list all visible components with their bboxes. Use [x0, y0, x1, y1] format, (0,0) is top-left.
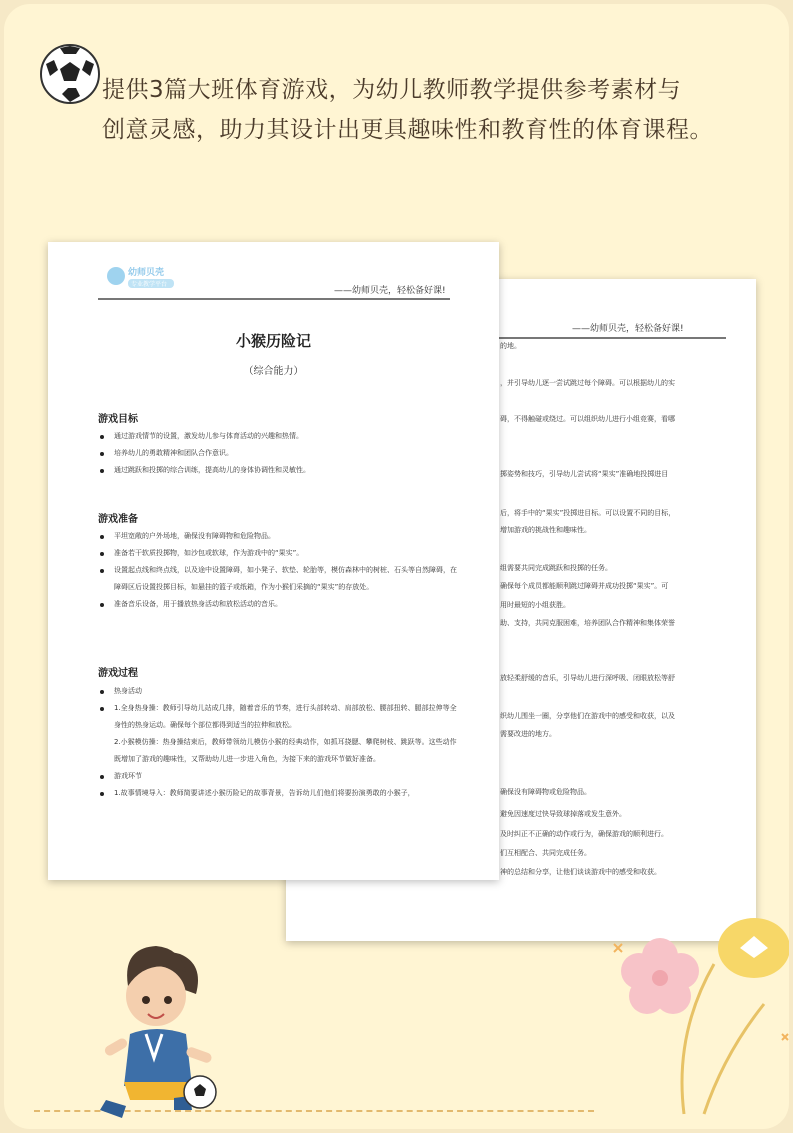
brand-logo: [106, 262, 186, 292]
back-line: 掷姿势和技巧，引导幼儿尝试将“果实”准确地投掷进目: [500, 470, 669, 478]
back-line: 的地。: [500, 342, 521, 350]
front-tagline: ——幼师贝壳，轻松备好课!: [334, 286, 446, 296]
back-line: 增加游戏的挑战性和趣味性。: [500, 526, 591, 534]
svg-text:专业教学平台: 专业教学平台: [131, 281, 168, 288]
front-header-rule: [98, 298, 450, 300]
paragraph: 1.故事情境导入：教师简要讲述小猴历险记的故事背景，告诉幼儿们他们将要扮演勇敢的小猴子，: [114, 789, 415, 797]
warmup-body: [98, 700, 458, 768]
list-item: 热身活动: [98, 683, 458, 700]
section-heading: 游戏目标: [98, 414, 138, 425]
svg-text:幼师贝壳: 幼师贝壳: [128, 268, 165, 278]
banner-line-1: 提供3篇大班体育游戏，为幼儿教师教学提供参考素材与: [102, 77, 682, 103]
back-line: 后，将手中的“果实”投掷进目标。可以设置不同的目标，: [500, 509, 676, 517]
kid-playing-soccer-illustration: [90, 942, 230, 1122]
back-line: 需要改进的地方。: [500, 730, 556, 738]
banner-line-2: 创意灵感，助力其设计出更具趣味性和教育性的体育课程。: [102, 117, 713, 143]
back-line: 碍，不得触碰或绕过。可以组织幼儿进行小组竞赛，看哪: [500, 415, 675, 423]
document-subtitle: （综合能力）: [243, 366, 304, 377]
banner-text: [102, 70, 782, 150]
list-item: 通过跳跃和投掷的综合训练，提高幼儿的身体协调性和灵敏性。: [98, 462, 458, 479]
list-item: 培养幼儿的勇敢精神和团队合作意识。: [98, 445, 458, 462]
flower-decoration: [604, 914, 789, 1124]
soccer-ball-icon: [38, 42, 102, 106]
back-line: 助、支持，共同克服困难，培养团队合作精神和集体荣誉: [500, 619, 675, 627]
list-item: 平坦宽敞的户外场地，确保没有障碍物和危险物品。: [98, 528, 458, 545]
back-line: ，并引导幼儿逐一尝试跳过每个障碍。可以根据幼儿的实: [500, 379, 675, 387]
back-line: 避免因速度过快导致球掉落或发生意外。: [500, 810, 626, 818]
prep-list: [98, 528, 458, 613]
document-page-front: [48, 242, 499, 880]
back-line: 确保没有障碍物或危险物品。: [500, 788, 591, 796]
section-heading: 游戏准备: [98, 514, 138, 525]
back-tagline: ——幼师贝壳，轻松备好课!: [572, 324, 684, 334]
paragraph: 2.小猴模仿操：热身操结束后，教师带领幼儿模仿小猴的经典动作，如抓耳挠腮、攀爬树枝、跳跃等。这些动作既增加了游戏的趣味性，又帮助幼儿进一步进入角色，为接下来的游戏环节做好准备。: [114, 738, 457, 763]
list-item: 通过游戏情节的设置，激发幼儿参与体育活动的兴趣和热情。: [98, 428, 458, 445]
back-line: 及时纠正不正确的动作或行为，确保游戏的顺利进行。: [500, 830, 668, 838]
back-line: 织幼儿围坐一圈，分享他们在游戏中的感受和收获，以及: [500, 712, 675, 720]
back-line: 组需要共同完成跳跃和投掷的任务。: [500, 564, 612, 572]
back-line: 用时最短的小组获胜。: [500, 601, 570, 609]
paragraph: 1.全身热身操：教师引导幼儿站成几排，随着音乐的节奏，进行头部转动、肩部放松、腰部扭转、腿部拉伸等全身性的热身运动。确保每个部位都得到适当的拉伸和放松。: [114, 704, 457, 729]
list-item: 准备音乐设备，用于播放热身活动和放松活动的音乐。: [98, 596, 458, 613]
document-title: 小猴历险记: [235, 332, 311, 350]
back-line: 们互相配合、共同完成任务。: [500, 849, 591, 857]
list-item: 准备若干软质投掷物，如沙包或软球，作为游戏中的“果实”。: [98, 545, 458, 562]
page-frame: [4, 4, 789, 1129]
process-list: [98, 683, 458, 802]
game-body: [98, 785, 458, 802]
back-line: 放轻柔舒缓的音乐，引导幼儿进行深呼吸、闭眼放松等舒: [500, 674, 675, 682]
goals-list: [98, 428, 458, 479]
list-item: 游戏环节: [98, 768, 458, 785]
back-line: 确保每个成员都能顺利跳过障碍并成功投掷“果实”。可: [500, 582, 669, 590]
list-item: 设置起点线和终点线，以及途中设置障碍，如小凳子、软垫、轮胎等，模仿森林中的树桩、石头等自然障碍，在障碍区后设置投掷目标，如悬挂的篮子或纸箱，作为小猴们采摘的“果实”的存放处。: [98, 562, 458, 596]
back-line: 神的总结和分享，让他们谈谈游戏中的感受和收获。: [500, 868, 661, 876]
section-heading: 游戏过程: [98, 668, 138, 679]
